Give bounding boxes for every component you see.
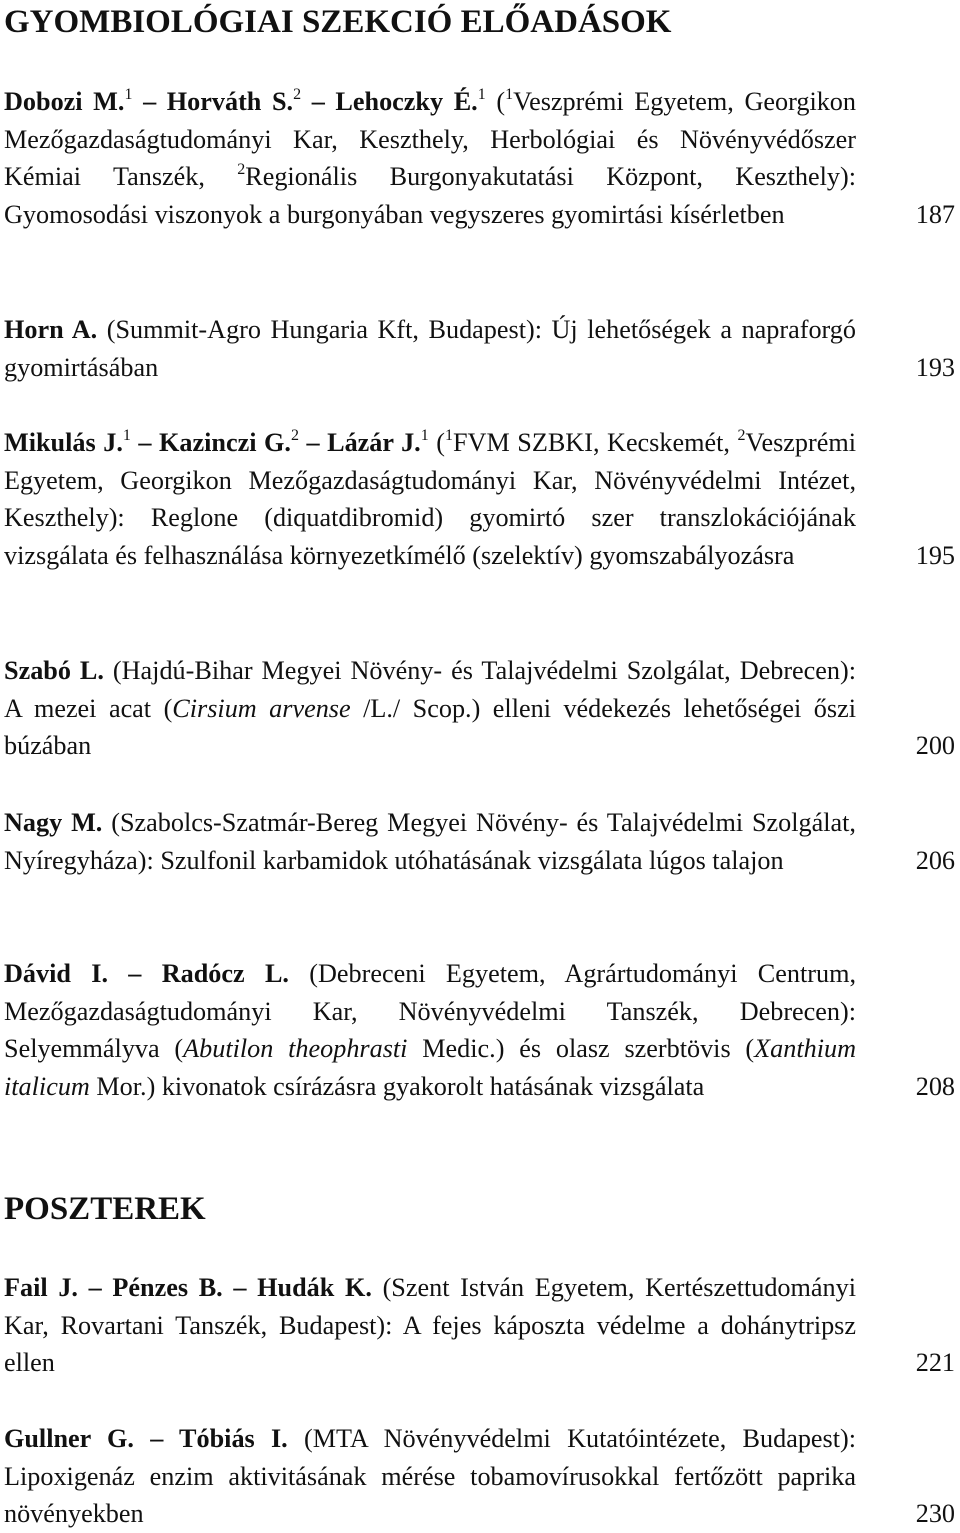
author-name: – Lázár J. [298,428,421,457]
page-number: 193 [915,352,955,382]
entry-text [4,1269,856,1382]
entry-title-text: Veszprémi Egyetem, Georgikon Mezőgazdaságtudományi Kar, Keszthely, Herbológiai és Növényvédőszer Kémiai Tanszék, [4,87,856,191]
page-number: 187 [915,199,955,229]
affiliation-marker: 2 [237,161,246,178]
section-heading-lectures: GYOMBIOLÓGIAI SZEKCIÓ ELŐADÁSOK [4,4,672,40]
author-name: Dávid I. – Radócz L. [4,959,289,988]
page-number: 206 [915,845,955,875]
entry-title-text: ( [485,87,506,116]
section-heading-posters: POSZTEREK [4,1191,206,1227]
author-name: Fail J. – Pénzes B. – Hudák K. [4,1273,372,1302]
author-name: Dobozi M. [4,87,125,116]
affiliation-marker: 1 [505,86,514,103]
entry-title-text: (MTA Növényvédelmi Kutatóintézete, Budapest): Lipoxigenáz enzim aktivitásának mérése tobamovírusokkal fertőzött paprika növényekben [4,1424,856,1528]
toc-entry [4,652,955,765]
entry-text [4,1420,856,1533]
toc-entry [4,955,955,1105]
author-name: Szabó L. [4,656,104,685]
page-number: 200 [915,731,955,760]
affiliation-marker: 2 [737,427,746,444]
toc-entry [4,804,955,879]
page-number: 230 [915,1499,955,1528]
affiliation-marker: 1 [444,427,453,444]
entry-title-text: FVM SZBKI, Kecskemét, [452,428,738,457]
entry-text [4,311,856,386]
affiliation-marker: 1 [477,86,486,103]
entry-title-text: Veszprémi Egyetem, Georgikon Mezőgazdaságtudományi Kar, Növényvédelmi Intézet, Keszthely): Reglone (diquatdibromid) gyomirtó szer transzlokációjának vizsgálata és felhasználása környezetkímélő (szelektív) gyomszabályozásra [4,428,856,570]
page-number: 221 [915,1348,955,1377]
species-name: Cirsium arvense [172,693,351,723]
entry-title-text: (Hajdú-Bihar Megyei Növény- és Talajvédelmi Szolgálat, Debrecen): A mezei acat ( [4,656,856,723]
entry-title-text: Mor.) kivonatok csírázásra gyakorolt hatásának vizsgálata [89,1071,705,1101]
entry-title-text: ( [428,428,445,457]
entry-text [4,955,856,1105]
page-number: 195 [915,540,955,570]
affiliation-marker: 2 [293,86,302,103]
author-name: Horn A. [4,315,98,344]
affiliation-marker: 1 [122,427,131,444]
affiliation-marker: 1 [124,86,133,103]
species-name: Xanthium italicum [4,1034,857,1101]
author-name: – Lehoczky É. [301,87,478,116]
page-number: 208 [915,1071,955,1101]
toc-entry [4,1269,955,1382]
entry-text [4,804,856,879]
author-name: – Kazinczi G. [130,428,291,457]
entry-title-text: /L./ Scop.) elleni védekezés lehetőségei őszi búzában [4,693,856,760]
entry-title-text: (Szabolcs-Szatmár-Bereg Megyei Növény- és Talajvédelmi Szolgálat, Nyíregyháza): Szulfonil karbamidok utóhatásának vizsgálata lúgos talajon [4,808,856,875]
author-name: – Horváth S. [132,87,294,116]
author-name: Nagy M. [4,808,103,837]
entry-title-text: (Szent István Egyetem, Kertészettudományi Kar, Rovartani Tanszék, Budapest): A fejes káposzta védelme a dohánytripsz ellen [4,1273,856,1377]
entry-text [4,424,856,574]
toc-entry [4,424,955,574]
entry-title-text: Regionális Burgonyakutatási Központ, Keszthely): Gyomosodási viszonyok a burgonyában vegyszeres gyomirtási kísérletben [4,162,856,229]
species-name: Abutilon theophrasti [183,1034,408,1063]
toc-entry [4,83,955,233]
entry-title-text: Medic.) és olasz szerbtövis ( [407,1034,755,1063]
entry-text [4,652,856,765]
entry-text [4,83,856,233]
toc-entry [4,1420,955,1533]
affiliation-marker: 1 [420,427,429,444]
author-name: Mikulás J. [4,428,123,457]
toc-entry [4,311,955,386]
entry-title-text: (Summit-Agro Hungaria Kft, Budapest): Új lehetőségek a napraforgó gyomirtásában [4,315,856,382]
affiliation-marker: 2 [290,427,299,444]
author-name: Gullner G. – Tóbiás I. [4,1424,288,1453]
entry-title-text: (Debreceni Egyetem, Agrártudományi Centrum, Mezőgazdaságtudományi Kar, Növényvédelmi Tanszék, Debrecen): Selyemmályva ( [4,959,856,1063]
